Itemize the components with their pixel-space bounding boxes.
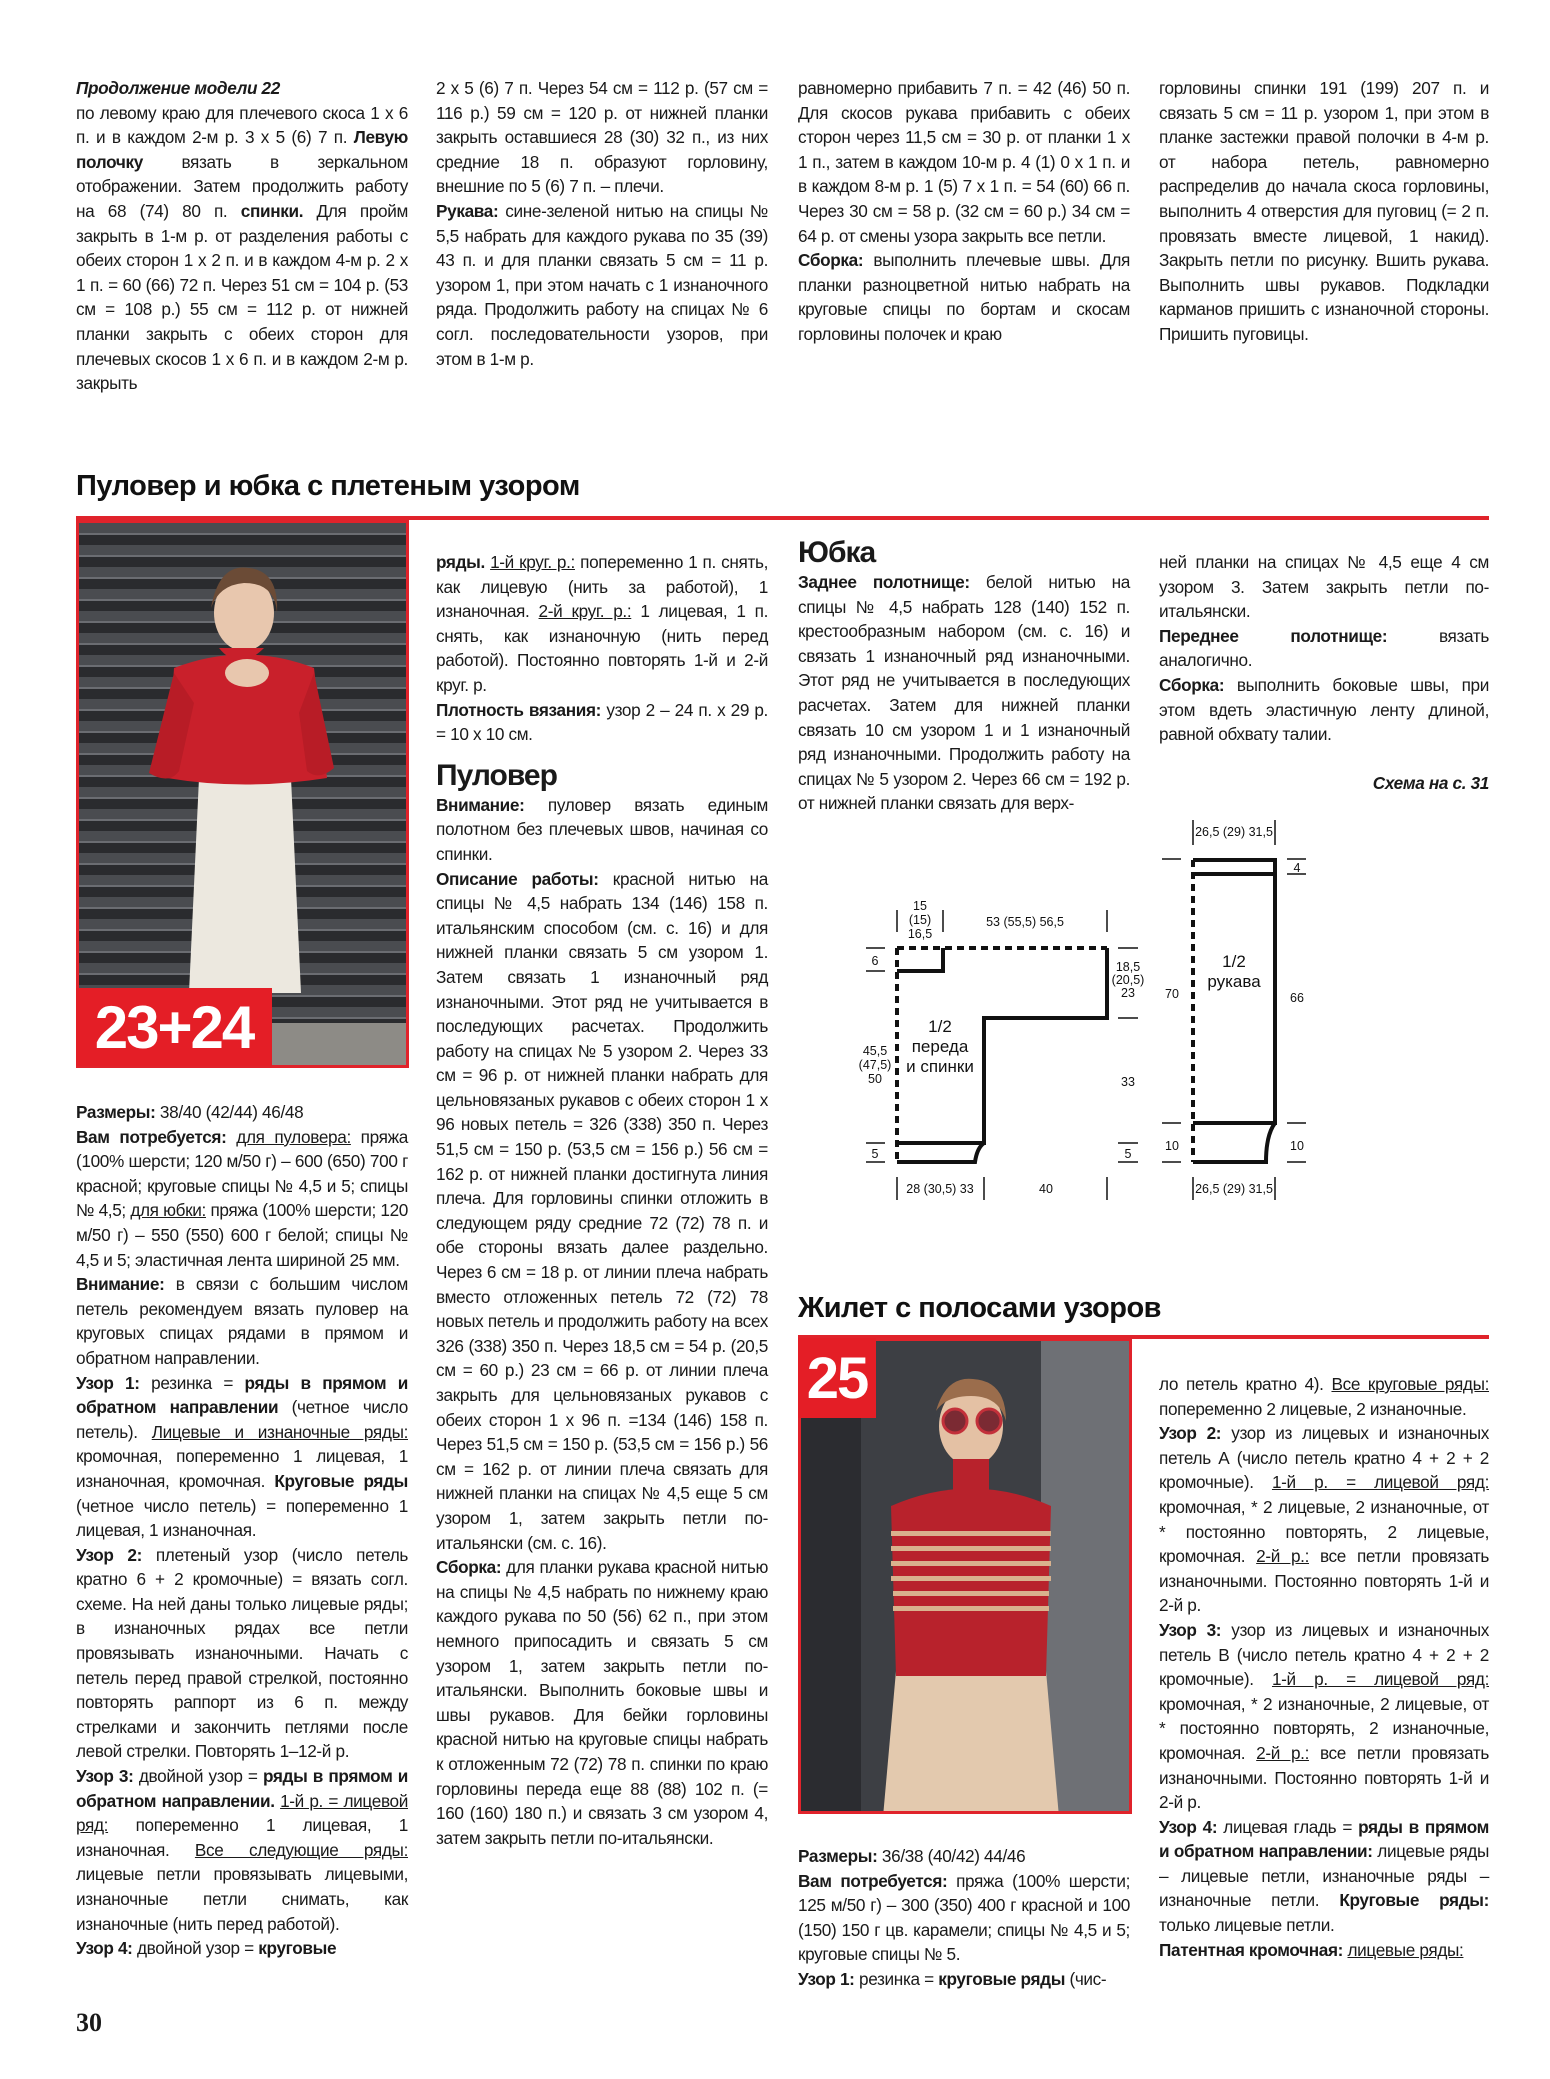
dim-hem-right: 5: [1124, 1147, 1132, 1161]
bold-term: Плотность вязания:: [436, 699, 602, 720]
paragraph: [798, 570, 1130, 816]
continuation-title: Продолжение модели 22: [76, 78, 280, 98]
paragraph: [1159, 673, 1489, 747]
text-run: пряжа (100% шерсти; 125 м/50 г) – 300 (350) 400 г красной и 100 (150) 150 г цв. карамели; спицы № 4,5 и 5; круговые спицы № 5.: [798, 1870, 1130, 1965]
bold-term: Размеры:: [798, 1846, 878, 1866]
text-run: выполнить боковые швы, при этом вдеть эластичную ленту длиной, равной обхвату талии.: [1159, 674, 1489, 745]
text-run: ло петель кратно 4).: [1159, 1374, 1332, 1394]
paragraph: [76, 1371, 408, 1543]
text-run: по левому краю для плечевого скоса 1 x 6 п. и в каждом 2-м р. 3 x 5 (6) 7 п.: [76, 102, 408, 148]
paragraph: [798, 1967, 1130, 1992]
dim-bottom-width: 28 (30,5) 33: [906, 1182, 974, 1196]
paragraph: [436, 698, 768, 747]
underlined-term: Лицевые и изнаночные ряды:: [151, 1421, 408, 1442]
underlined-term: Все круговые ряды:: [1331, 1374, 1490, 1394]
pattern-schematic: [850, 820, 1490, 1210]
bold-term: Узор 1:: [76, 1372, 140, 1393]
dim-sleeve-opening-1: 18,5: [1115, 960, 1141, 974]
dim-hem-left: 5: [871, 1147, 879, 1161]
bold-term: Заднее полотнище:: [798, 572, 970, 592]
paragraph: [436, 76, 768, 199]
dim-sleeve-length: 40: [1039, 1182, 1053, 1196]
bold-term: Узор 4:: [76, 1938, 133, 1959]
schema-reference[interactable]: Схема на с. 31: [1372, 772, 1489, 793]
bold-term: ряды в прямом и обратном направлении: [76, 1372, 408, 1418]
continuation-col-1: [76, 76, 408, 396]
bold-term: Сборка:: [436, 1557, 502, 1578]
text-run: пуловер вязать единым полотном без плечевых швов, начиная со спинки.: [436, 794, 768, 864]
model-23-24-col-1: [76, 1100, 408, 1961]
paragraph: [1159, 624, 1489, 673]
text-run: узор из лицевых и изнаночных петель А (число петель кратно 4 + 2 + 2 кромочные).: [1159, 1423, 1489, 1493]
bold-term: Описание работы:: [436, 868, 599, 889]
pattern-4-continuation: [436, 550, 768, 747]
text-run: лицевая гладь =: [1217, 1816, 1359, 1837]
text-run: выполнить плечевые швы. Для планки разноцветной нитью набрать на круговые спицы по бортам и скосам горловины полочек и краю: [798, 250, 1130, 344]
bold-term: Узор 2:: [76, 1544, 142, 1565]
dim-cuff-left: 10: [1165, 1139, 1179, 1153]
continuation-col-4: [1159, 76, 1489, 347]
text-run: [226, 1127, 236, 1147]
pullover-heading: Пуловер: [436, 758, 557, 792]
model-23-24-title: Пуловер и юбка с плетеным узором: [76, 470, 580, 502]
underlined-term: Все следующие ряды:: [194, 1839, 408, 1860]
text-run: равномерно прибавить 7 п. = 42 (46) 50 п. Для скосов рукава прибавить с обеих сторон через 11,5 см = 30 р. от планки 1 x 1 п., затем в каждом 10-м р. 4 (1) 0 x 1 п. и в каждом 8-м р. 1 (5) 7 x 1 п. = 54 (60) 66 п. Через 30 см = 58 р. (32 см = 60 р.) 34 см = 64 р. от смены узора закрыть все петли.: [798, 78, 1130, 246]
paragraph: [1159, 76, 1489, 347]
underlined-term: лицевые ряды:: [1347, 1939, 1464, 1960]
paragraph: [436, 550, 768, 698]
text-run: узор из лицевых и изнаночных петель В (число петель кратно 4 + 2 + 2 кромочные).: [1159, 1619, 1489, 1690]
paragraph: [436, 199, 768, 371]
underlined-term: 1-й р. = лицевой ряд:: [76, 1790, 408, 1836]
skirt-heading: Юбка: [798, 536, 876, 569]
bold-term: Переднее полотнище:: [1159, 625, 1388, 646]
page-number: 30: [76, 2008, 102, 2037]
text-run: пряжа (100% шерсти; 120 м/50 г) – 550 (550) 600 г белой; спицы № 4,5 и 5; эластичная лента шириной 25 мм.: [76, 1200, 408, 1270]
bold-term: Сборка:: [1159, 674, 1225, 695]
text-run: все петли провязать изнаночными. Постоянно повторять 1-й и 2-й р.: [1159, 1546, 1489, 1616]
text-run: лицевые ряды – лицевые петли, изнаночные ряды – изнаночные петли.: [1159, 1841, 1489, 1911]
dim-underarm: 33: [1121, 1075, 1135, 1089]
paragraph: [436, 867, 768, 1556]
paragraph: [76, 1125, 408, 1273]
text-run: в связи с большим числом петель рекомендуем вязать пуловер на круговых спицах рядами в прямом и обратном направлении.: [76, 1274, 408, 1368]
model-badge-25: 25: [798, 1338, 876, 1418]
bold-term: ряды в прямом и обратном направлении:: [1159, 1816, 1489, 1862]
paragraph: [1159, 1421, 1489, 1618]
text-run: красной нитью на спицы № 4,5 набрать 134 (146) 158 п. итальянским способом (см. с. 16) и для нижней планки связать 5 см узором 1. Затем связать 1 изнаночный ряд изнаночными. Этот ряд не учитывается в последующих расчетах. Продолжить работу на спицах № 5 узором 2. Через 33 см = 96 р. от нижней планки набрать для цельновязаных рукавов с обеих сторон 1 x 96 новых петель = 326 (338) 350 п. Через 51,5 см = 150 р. (53,5 см = 156 р.) 56 см = 162 р. от нижней планки достигнута линия плеча. Для горловины спинки отложить в следующем ряду средние 72 (72) 78 п. и обе стороны вязать далее раздельно. Через 6 см = 18 р. от линии плеча набрать вместо отложенных петель 72 (72) 78 новых петель и продолжить работу на всех 326 (338) 350 п. Через 18,5 см = 54 р. (20,5 см = 60 р.) 23 см = 66 р. от линии плеча закрыть для цельновязаных рукавов с обеих сторон 1 x 96 п. =134 (146) 158 п. Через 51,5 см = 150 р. (53,5 см = 156 р.) 56 см = 162 р. от линии плеча связать для нижней планки на спицах № 4,5 еще 5 см узором 1, затем закрыть петли по-итальянски (см. с. 16).: [436, 868, 768, 1553]
dim-shoulder-width: 53 (55,5) 56,5: [986, 915, 1064, 929]
underlined-term: 1-й круг. р.:: [490, 552, 575, 572]
model-23-24-photo: [76, 520, 409, 1068]
text-run: только лицевые петли.: [1159, 1915, 1335, 1936]
model-25-title: Жилет с полосами узоров: [798, 1292, 1162, 1324]
text-run: попеременно 1 п. снять, как лицевую (нить за работой), 1 изнаночная.: [436, 552, 768, 622]
bold-term: Узор 3:: [1159, 1619, 1222, 1640]
skirt-col-4: [1159, 550, 1489, 795]
paragraph: [1159, 1815, 1489, 1938]
continuation-col1-text: [76, 101, 408, 396]
text-run: сине-зеленой нитью на спицы № 5,5 набрать для каждого рукава по 35 (39) 43 п. и для планки связать 5 см = 11 р. узором 1, при этом начать с 1 изнаночного ряда. Продолжить работу на спицах № 6 согл. последовательности узоров, при этом в 1-м р.: [436, 200, 768, 369]
text-run: 36/38 (40/42) 44/46: [877, 1846, 1026, 1866]
sleeve-label-2: рукава: [1207, 972, 1261, 991]
dim-sleeve-bottom-width: 26,5 (29) 31,5: [1195, 1182, 1273, 1196]
bold-term: Внимание:: [76, 1274, 165, 1295]
bold-term: Внимание:: [436, 794, 525, 815]
text-run: 38/40 (42/44) 46/48: [155, 1102, 304, 1122]
text-run: кромочная, * 2 лицевые, 2 изнаночные, от * постоянно повторять, 2 лицевые, кромочная.: [1159, 1496, 1489, 1567]
paragraph: [798, 76, 1130, 248]
text-run: двойной узор =: [133, 1766, 263, 1787]
text-run: для планки рукава красной нитью на спицы № 4,5 набрать по нижнему краю каждого рукава по 50 (56) 62 п., при этом немного припосадить и связать 5 см узором 1, затем закрыть петли по-итальянски. Выполнить боковые швы и швы рукавов. Для бейки горловины красной нитью на круговые спицы набрать к отложенным 72 (72) 78 п. спинки по краю горловины переда еще 88 (88) 102 п. (= 160 (160) 180 п.) и связать 3 см узором 4, затем закрыть петли по-итальянски.: [436, 1557, 768, 1848]
model-23-24-col-2: [436, 550, 768, 1850]
dim-neck-depth: 6: [871, 954, 879, 968]
text-run: резинка =: [854, 1968, 939, 1989]
skirt-assembly: [1159, 550, 1489, 747]
text-run: все петли провязать изнаночными. Постоянно повторять 1-й и 2-й р.: [1159, 1742, 1489, 1813]
underlined-term: 2-й р.:: [1256, 1742, 1310, 1763]
paragraph: [798, 1869, 1130, 1967]
text-run: белой нитью на спицы № 4,5 набрать 128 (140) 152 п. крестообразным набором (см. с. 16) и связать 1 изнаночный ряд изнаночными. Этот ряд не учитывается в последующих расчетах. Затем для нижней планки связать 10 см узором 1 и 1 изнаночный ряд изнаночными. Продолжить работу на спицах № 5 узором 2. Через 66 см = 192 р. от нижней планки связать для верх-: [798, 572, 1130, 814]
bold-term: спинки.: [240, 200, 304, 221]
text-run: кромочная, * 2 изнаночные, 2 лицевые, от * постоянно повторять, 2 изнаночные, кромочная.: [1159, 1693, 1489, 1763]
body-label-2: переда: [911, 1037, 969, 1056]
dim-sleeve-body-height: 66: [1290, 991, 1304, 1005]
paragraph: [76, 1100, 408, 1125]
text-run: резинка =: [139, 1372, 245, 1393]
dim-sleeve-total-height: 70: [1165, 987, 1179, 1001]
model-badge-23-24: 23+24: [76, 988, 272, 1066]
bold-term: Сборка:: [798, 250, 864, 271]
text-run: (четное число петель) = попеременно 1 лицевая, 1 изнаночная.: [76, 1495, 408, 1541]
body-label-3: и спинки: [906, 1057, 974, 1076]
bold-term: Круговые ряды: [274, 1470, 408, 1491]
paragraph: [76, 1764, 408, 1936]
underlined-term: 2-й р.:: [1256, 1546, 1310, 1567]
sleeve-outline: [1193, 860, 1275, 1162]
body-label-1: 1/2: [928, 1017, 952, 1036]
sleeve-label-1: 1/2: [1222, 952, 1246, 971]
dim-neck-width-3: 16,5: [907, 927, 933, 941]
text-run: попеременно 1 лицевая, 1 изнаночная.: [76, 1815, 408, 1860]
bold-term: Узор 4:: [1159, 1816, 1218, 1837]
paragraph: [76, 1936, 408, 1961]
skirt-col-3: [798, 534, 1130, 816]
paragraph: [798, 248, 1130, 346]
text-run: горловины спинки 191 (199) 207 п. и связать 5 см = 11 р. узором 1, при этом в планке застежки правой полочки в 4-м р. от набора петель, равномерно распределив до начала скоса горловины, выполнить 4 отверстия для пуговиц (= 2 п. провязать вместе лицевой, 1 накид). Закрыть петли по рисунку. Вшить рукава. Выполнить швы рукавов. Подкладки карманов пришить с изнаночной стороны. Пришить пуговицы.: [1159, 78, 1489, 344]
bold-term: Вам потребуется:: [798, 1870, 948, 1891]
bold-term: Размеры:: [76, 1102, 156, 1122]
bold-term: круговые: [258, 1938, 337, 1959]
text-run: вязать в зеркальном отображении. Затем продолжить работу на 68 (74) 80 п.: [76, 151, 408, 221]
text-run: кромочная, попеременно 1 лицевая, 1 изнаночная, кромочная.: [76, 1446, 408, 1491]
paragraph: [76, 1272, 408, 1370]
dim-side-height-2: (47,5): [858, 1058, 892, 1072]
skirt-instructions: [798, 570, 1130, 816]
text-run: вязать аналогично.: [1159, 625, 1489, 671]
paragraph: [436, 793, 768, 867]
paragraph: [76, 101, 408, 396]
underlined-term: для пуловера:: [236, 1126, 351, 1147]
underlined-term: 1-й р. = лицевой ряд:: [1271, 1669, 1489, 1690]
continuation-col-3: [798, 76, 1130, 347]
bold-term: Узор 2:: [1159, 1423, 1222, 1444]
bold-term: Круговые ряды:: [1339, 1890, 1490, 1911]
dim-sleeve-opening-3: 23: [1121, 986, 1135, 1000]
text-run: попеременно 2 лицевые, 2 изнаночные.: [1159, 1398, 1467, 1419]
bold-term: ряды в прямом и обратном направлении.: [76, 1766, 409, 1811]
bold-term: Узор 1:: [798, 1968, 855, 1989]
dim-cuff-right: 10: [1290, 1139, 1304, 1153]
underlined-term: для юбки:: [130, 1200, 206, 1221]
continuation-col-2: [436, 76, 768, 371]
paragraph: [436, 1555, 768, 1850]
paragraph: [798, 1844, 1130, 1869]
bold-term: Патентная кромочная:: [1159, 1939, 1344, 1960]
text-run: двойной узор =: [132, 1938, 259, 1959]
paragraph: [1159, 550, 1489, 624]
paragraph: [76, 1543, 408, 1764]
dim-side-height-3: 50: [868, 1072, 882, 1086]
underlined-term: 1-й р. = лицевой ряд:: [1271, 1472, 1489, 1493]
pullover-instructions: [436, 793, 768, 1851]
text-run: (чис-: [1065, 1968, 1107, 1989]
dim-neck-width-1: 15: [913, 899, 927, 913]
underlined-term: 2-й круг. р.:: [538, 601, 632, 622]
text-run: пряжа (100% шерсти; 120 м/50 г) – 600 (650) 700 г красной; круговые спицы № 4,5 и 5; спицы № 4,5;: [76, 1126, 408, 1221]
text-run: 1 лицевая, 1 п. снять, как изнаночную (нить перед работой). Постоянно повторять 1-й и 2-й круг. р.: [436, 601, 769, 695]
bold-term: круговые ряды: [938, 1968, 1066, 1989]
bold-term: Рукава:: [436, 200, 499, 221]
text-run: ней планки на спицах № 4,5 еще 4 см узором 3. Затем закрыть петли по-итальянски.: [1159, 552, 1489, 622]
paragraph: [1159, 1372, 1489, 1421]
dim-sleeve-top-width: 26,5 (29) 31,5: [1195, 825, 1273, 839]
text-run: 2 x 5 (6) 7 п. Через 54 см = 112 р. (57 см = 116 р.) 59 см = 120 р. от нижней планки закрыть оставшиеся 28 (30) 32 п., из них средние 18 п. образуют горловину, внешние по 5 (6) 7 п. – плечи.: [436, 78, 768, 197]
model-25-col-4: [1159, 1372, 1489, 1962]
dim-neck-width-2: (15): [908, 913, 932, 927]
model-photo-illustration: [79, 523, 409, 1068]
text-run: лицевые петли провязывать лицевыми, изнаночные петли снимать, как изнаночные (нить перед работой).: [76, 1864, 408, 1934]
bold-term: ряды.: [436, 552, 485, 572]
model-25-col-3: [798, 1844, 1130, 1992]
bold-term: Левую полочку: [76, 127, 408, 172]
text-run: Для пройм закрыть в 1-м р. от разделения работы с обеих сторон 1 x 2 п. и в каждом 4-м р. 2 x 1 п. = 60 (66) 72 п. Через 51 см = 104 р. (53 см = 108 р.) 55 см = 112 р. от нижней планки закрыть с обеих сторон для плечевых скосов 1 x 6 п. и в каждом 2-м р. закрыть: [76, 200, 408, 394]
dim-sleeve-top-band: 4: [1293, 861, 1301, 875]
bold-term: Узор 3:: [76, 1766, 134, 1787]
dim-side-height-1: 45,5: [862, 1044, 888, 1058]
dim-sleeve-opening-2: (20,5): [1111, 973, 1145, 987]
text-run: (четное число петель).: [76, 1397, 408, 1442]
text-run: узор 2 – 24 п. x 29 р. = 10 x 10 см.: [436, 699, 768, 745]
text-run: плетеный узор (число петель кратно 6 + 2 кромочные) = вязать согл. схеме. На ней даны только лицевые ряды; в изнаночных рядах все петли провязывать изнаночными. Начать с петель перед правой стрелкой, постоянно повторять раппорт из 6 п. между стрелками и закончить петлями после левой стрелки. Повторять 1–12-й р.: [76, 1544, 408, 1762]
paragraph: [1159, 1938, 1489, 1963]
bold-term: Вам потребуется:: [76, 1126, 227, 1147]
paragraph: [1159, 1618, 1489, 1815]
